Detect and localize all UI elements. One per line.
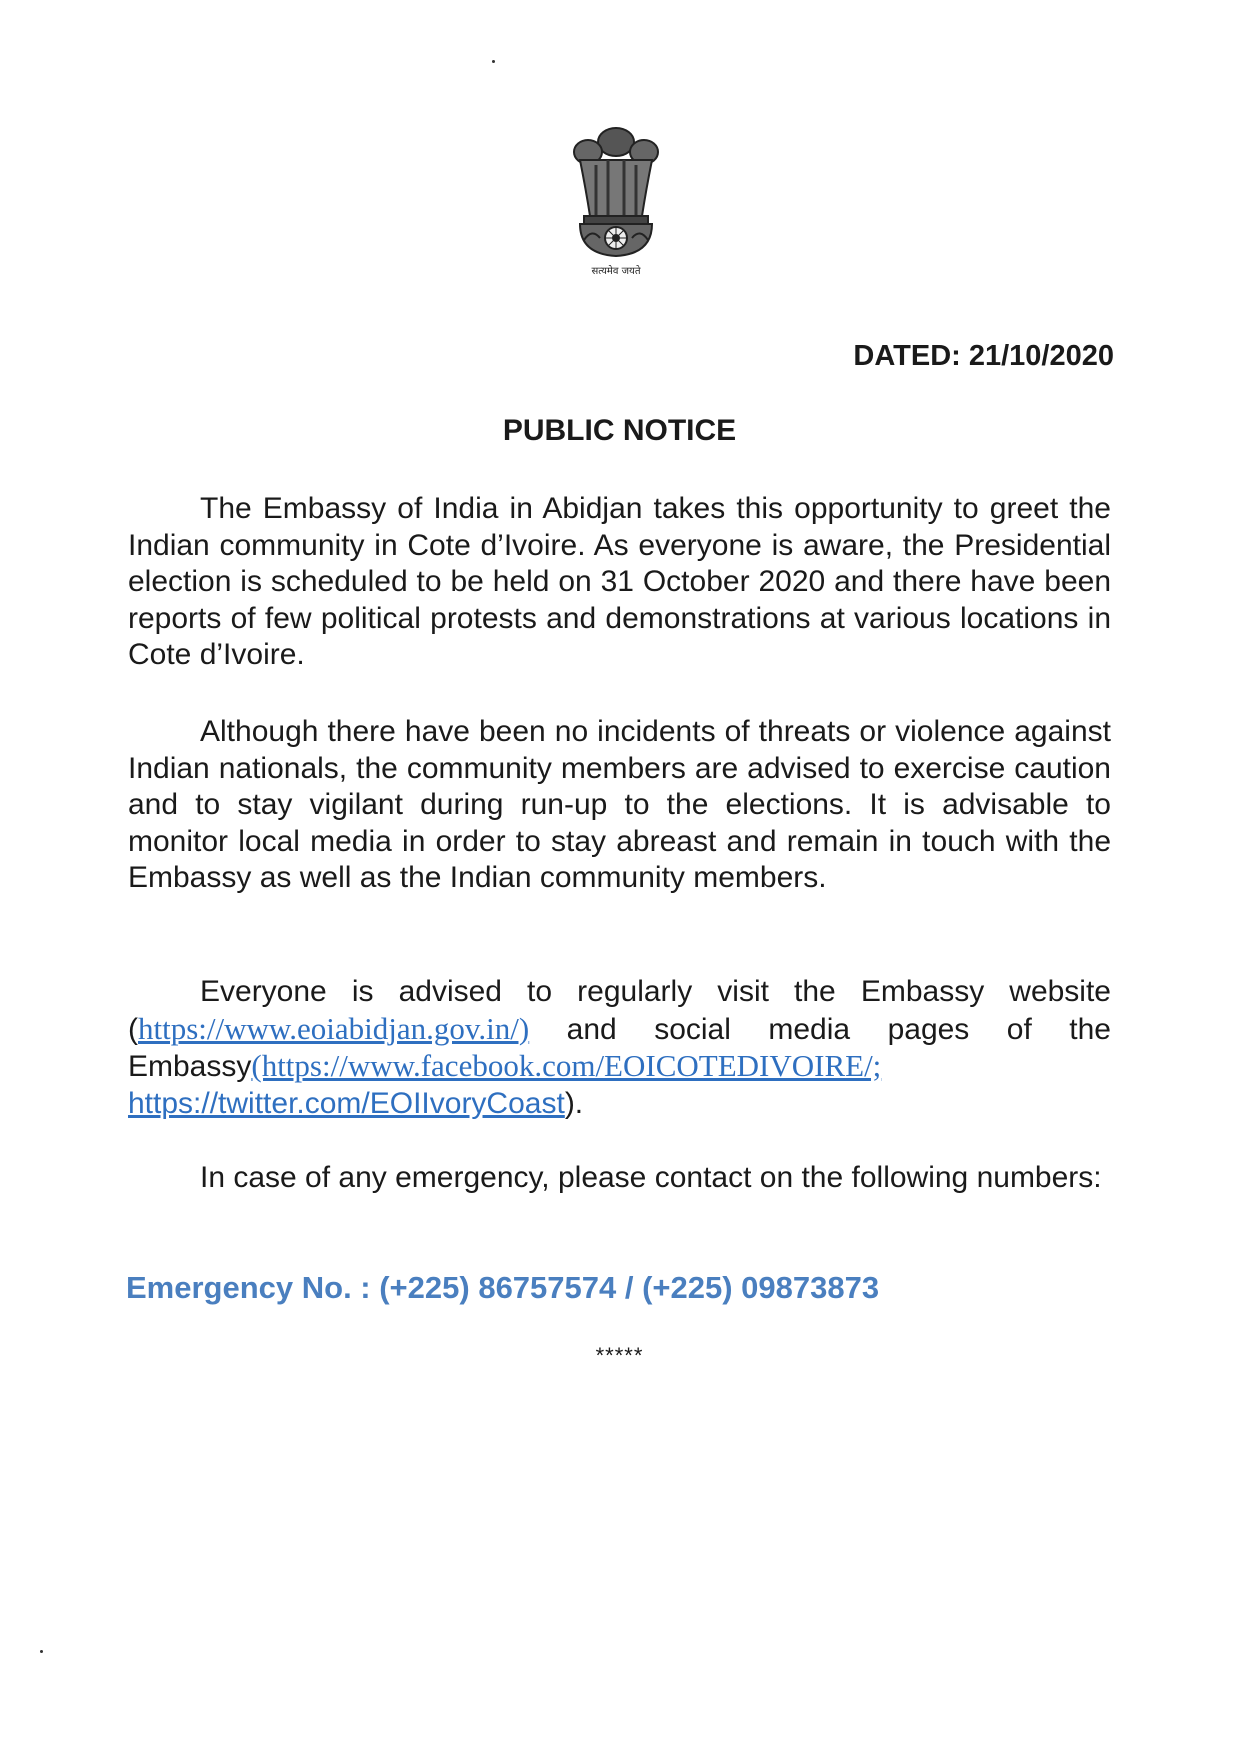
paragraph-3-text-1: Everyone is advised to regularly visit the Embassy website ( (128, 975, 1111, 1046)
paragraph-1 (128, 491, 1111, 674)
website-link[interactable]: https://www.eoiabidjan.gov.in/) (138, 1010, 530, 1046)
facebook-link[interactable]: (https://www.facebook.com/EOICOTEDIVOIRE/; (251, 1048, 882, 1084)
paragraph-4 (128, 1160, 1111, 1197)
paragraph-2-text: Although there have been no incidents of threats or violence against Indian nationals, the community members are advised to exercise caution and to stay vigilant during run-up to the elections. It is advisable to monitor local media in order to stay abreast and remain in touch with the Embassy as well as the Indian community members. (128, 715, 1111, 895)
page-title: PUBLIC NOTICE (502, 414, 737, 447)
dated-label: DATED: 21/10/2020 (853, 340, 1114, 372)
twitter-link[interactable]: https://twitter.com/EOIIvoryCoast (128, 1086, 565, 1120)
paragraph-1-text: The Embassy of India in Abidjan takes this opportunity to greet the Indian community in Cote d’Ivoire. As everyone is aware, the Presidential election is scheduled to be held on 31 October 2020 and there have been reports of few political protests and demonstrations at various locations in Cote d’Ivoire. (128, 492, 1111, 672)
paragraph-3-text-3: ). (564, 1086, 584, 1120)
paragraph-3 (128, 974, 1111, 1122)
paragraph-4-text: In case of any emergency, please contact on the following numbers: (200, 1161, 1102, 1194)
paragraph-2 (128, 714, 1111, 897)
paragraph-3-text-2: and social media pages of the Embassy (128, 1012, 1111, 1084)
national-emblem-icon (566, 120, 666, 280)
emblem-caption: सत्यमेव जयते (591, 266, 641, 277)
emergency-numbers: Emergency No. : (+225) 86757574 / (+225) 09873873 (126, 1270, 880, 1305)
scan-speck (492, 60, 495, 63)
end-mark: ***** (595, 1343, 644, 1368)
scan-speck (40, 1650, 43, 1653)
